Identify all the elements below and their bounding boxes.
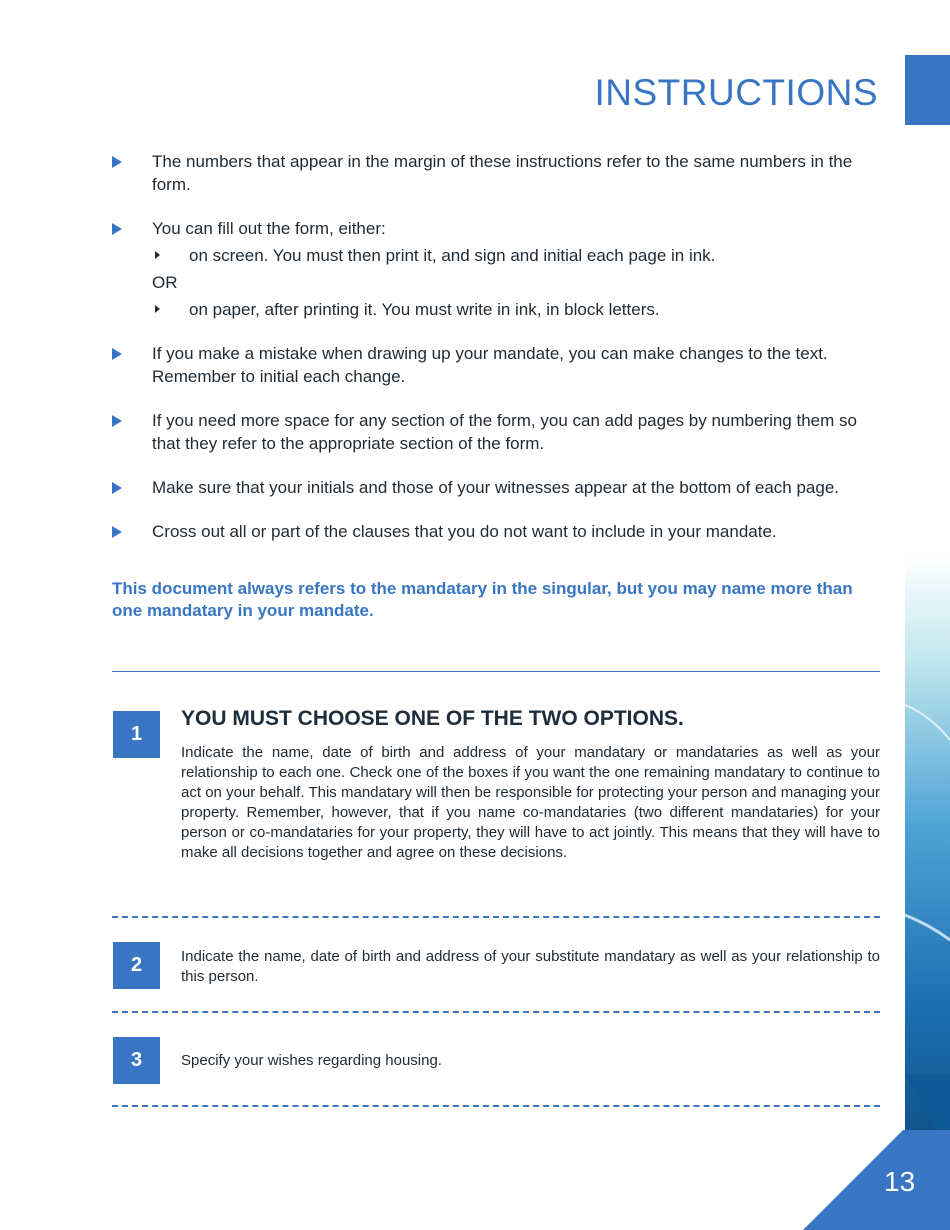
arrow-bullet-icon (112, 415, 122, 427)
arrow-bullet-icon (112, 348, 122, 360)
list-item-text: Cross out all or part of the clauses that you do not want to include in your mandate. (152, 522, 777, 541)
arrow-bullet-icon (112, 482, 122, 494)
section-number-badge: 1 (113, 711, 160, 758)
small-arrow-icon (155, 251, 160, 259)
list-item (112, 150, 882, 196)
section-divider (112, 671, 880, 672)
page-title: INSTRUCTIONS (594, 72, 878, 113)
header-tab-decoration (905, 55, 950, 125)
arrow-bullet-icon (112, 223, 122, 235)
sub-list-item-text: on screen. You must then print it, and sign and initial each page in ink. (189, 246, 716, 265)
dashed-divider (112, 916, 880, 918)
list-item-text: You can fill out the form, either: (152, 219, 386, 238)
dashed-divider (112, 1105, 880, 1107)
section-text: Indicate the name, date of birth and address of your substitute mandatary as well as your relationship to this person. (181, 948, 880, 985)
list-item (112, 409, 882, 455)
list-item (112, 342, 882, 388)
or-separator: OR (152, 273, 178, 292)
list-item-text: If you need more space for any section of the form, you can add pages by numbering them so that they refer to the appropriate section of the form. (152, 411, 857, 453)
sub-list-item-text: on paper, after printing it. You must write in ink, in block letters. (189, 300, 660, 319)
sub-list-item (152, 244, 882, 267)
section-number-badge: 3 (113, 1037, 160, 1084)
arrow-bullet-icon (112, 156, 122, 168)
page-number: 13 (884, 1166, 916, 1197)
list-item (112, 520, 882, 543)
side-wave-decoration (905, 555, 950, 1155)
list-item (112, 217, 882, 321)
page-corner-decoration (803, 1130, 950, 1230)
list-item-text: If you make a mistake when drawing up your mandate, you can make changes to the text. Remember to initial each change. (152, 344, 828, 386)
arrow-bullet-icon (112, 526, 122, 538)
sub-list-item (152, 298, 882, 321)
section-number-badge: 2 (113, 942, 160, 989)
list-item-text: Make sure that your initials and those of your witnesses appear at the bottom of each page. (152, 478, 840, 497)
list-item-text: The numbers that appear in the margin of these instructions refer to the same numbers in the form. (152, 152, 853, 194)
section-text: Specify your wishes regarding housing. (181, 1052, 442, 1069)
section-heading: YOU MUST CHOOSE ONE OF THE TWO OPTIONS. (181, 707, 684, 730)
small-arrow-icon (155, 305, 160, 313)
instruction-list (112, 150, 882, 564)
list-item (112, 476, 882, 499)
dashed-divider (112, 1011, 880, 1013)
singular-note: This document always refers to the mandatary in the singular, but you may name more than one mandatary in your mandate. (112, 579, 853, 620)
section-text: Indicate the name, date of birth and address of your mandatary or mandataries as well as your relationship to each one. Check one of the boxes if you want the one remaining mandatary to continue to act on your behalf. This mandatary will then be responsible for protecting your person and managing your property. Remember, however, that if you name co-mandataries (two different mandataries) for your person or co-mandataries for your property, they will have to act jointly. This means that they will have to make all decisions together and agree on these decisions. (181, 744, 880, 861)
